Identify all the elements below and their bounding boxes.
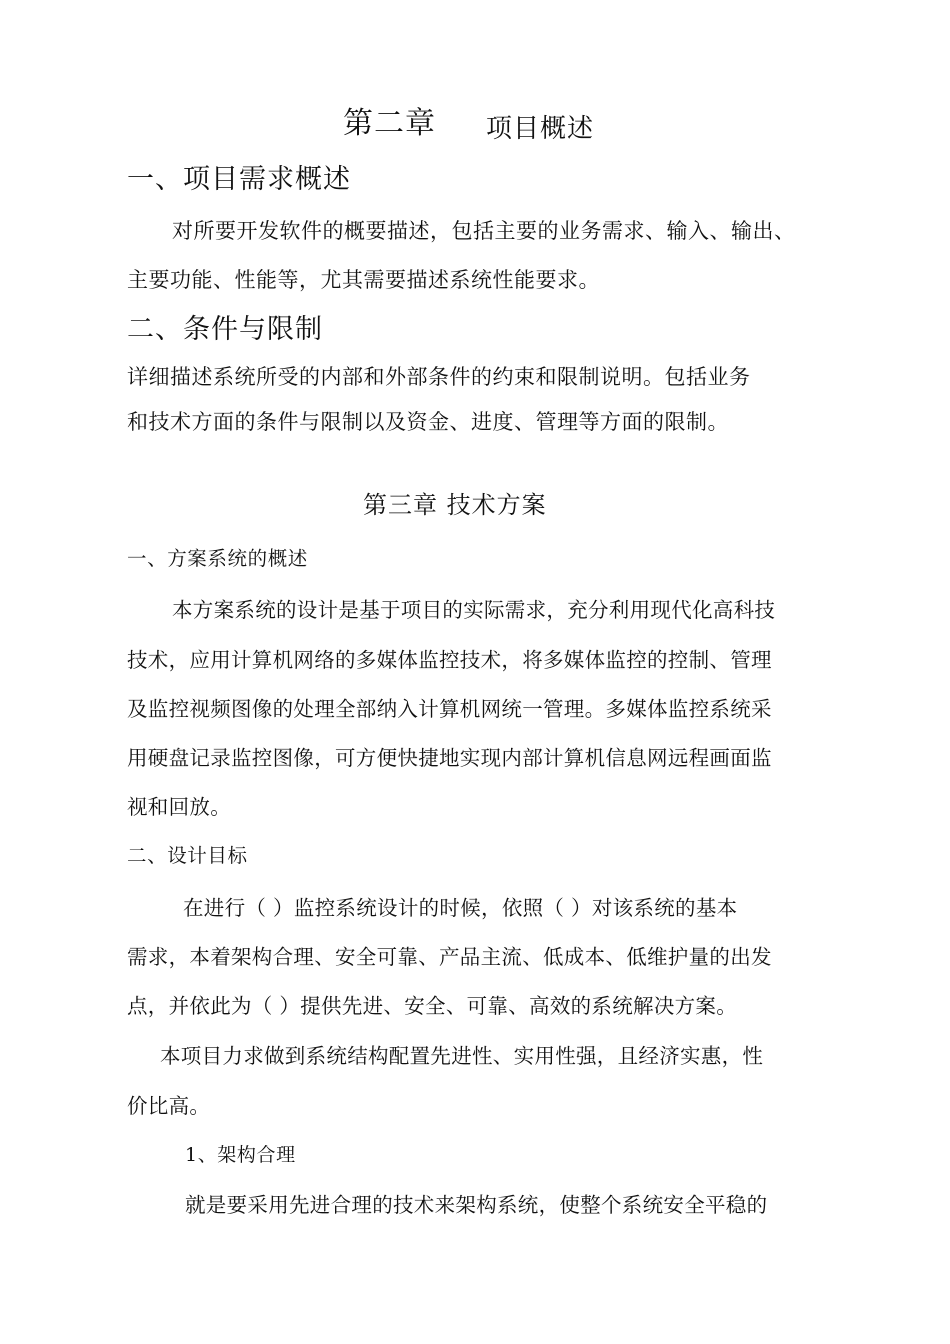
chapter2-title-sub: 项目概述 xyxy=(486,114,595,144)
chapter2-section2-heading: 二、条件与限制 xyxy=(127,314,323,345)
chapter3-section1-line4: 用硬盘记录监控图像，可方便快捷地实现内部计算机信息网远程画面监 xyxy=(127,746,772,770)
chapter2-section1-line1: 对所要开发软件的概要描述，包括主要的业务需求、输入、输出、 xyxy=(172,219,796,243)
chapter3-item1-heading: 1、架构合理 xyxy=(185,1144,296,1166)
chapter3-title: 第三章 技术方案 xyxy=(363,491,547,519)
chapter3-section2-line4: 本项目力求做到系统结构配置先进性、实用性强，且经济实惠，性 xyxy=(160,1044,764,1068)
chapter2-section1-line2: 主要功能、性能等，尤其需要描述系统性能要求。 xyxy=(127,268,600,292)
chapter3-section2-line2: 需求，本着架构合理、安全可靠、产品主流、低成本、低维护量的出发 xyxy=(127,945,772,969)
chapter3-section1-line1: 本方案系统的设计是基于项目的实际需求，充分利用现代化高科技 xyxy=(172,598,776,622)
chapter3-section1-line3: 及监控视频图像的处理全部纳入计算机网统一管理。多媒体监控系统采 xyxy=(127,697,772,721)
chapter2-title-main: 第二章 xyxy=(343,106,436,141)
chapter2-section2-line1: 详细描述系统所受的内部和外部条件的约束和限制说明。包括业务 xyxy=(127,365,751,389)
chapter2-section1-heading: 一、项目需求概述 xyxy=(127,164,351,195)
chapter3-section1-line5: 视和回放。 xyxy=(127,795,231,819)
chapter3-section2-heading: 二、设计目标 xyxy=(127,844,248,867)
chapter3-section2-line1: 在进行（ ）监控系统设计的时候，依照（ ）对该系统的基本 xyxy=(183,896,738,920)
chapter2-section2-line2: 和技术方面的条件与限制以及资金、进度、管理等方面的限制。 xyxy=(127,410,729,434)
chapter3-section2-line3: 点，并依此为（ ）提供先进、安全、可靠、高效的系统解决方案。 xyxy=(127,994,738,1018)
chapter3-section1-heading: 一、方案系统的概述 xyxy=(127,547,308,570)
chapter3-section1-line2: 技术，应用计算机网络的多媒体监控技术，将多媒体监控的控制、管理 xyxy=(127,648,772,672)
chapter3-section2-line5: 价比高。 xyxy=(127,1094,211,1118)
chapter3-item1-line1: 就是要采用先进合理的技术来架构系统，使整个系统安全平稳的 xyxy=(185,1193,768,1217)
